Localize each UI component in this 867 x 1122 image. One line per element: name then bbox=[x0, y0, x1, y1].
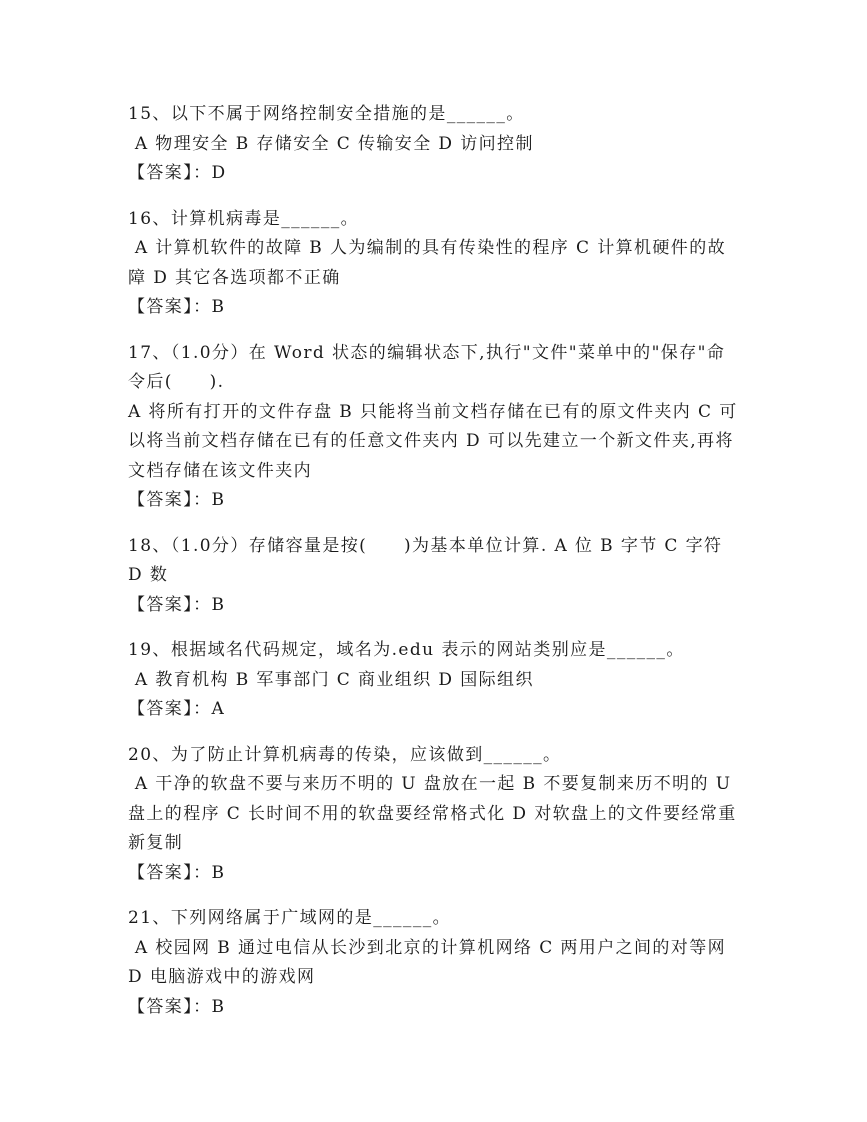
question-16 bbox=[128, 205, 739, 323]
question-answer: 【答案】：B bbox=[128, 297, 226, 317]
question-stem: 16、计算机病毒是______。 bbox=[128, 208, 360, 229]
question-19 bbox=[128, 636, 739, 725]
question-17 bbox=[128, 339, 739, 516]
question-options: A 干净的软盘不要与来历不明的 U 盘放在一起 B 不要复制来历不明的 U 盘上的程序 C 长时间不用的软盘要经常格式化 D 对软盘上的文件要经常重新复制 bbox=[128, 774, 739, 853]
question-stem: 18、（1.0分）存储容量是按( )为基本单位计算. A 位 B 字节 C 字符 D 数 bbox=[128, 535, 730, 585]
question-stem: 17、（1.0分）在 Word 状态的编辑状态下,执行"文件"菜单中的"保存"命令后( ). bbox=[128, 342, 726, 392]
question-stem: 20、为了防止计算机病毒的传染，应该做到______。 bbox=[128, 744, 562, 765]
question-options: A 教育机构 B 军事部门 C 商业组织 D 国际组织 bbox=[128, 669, 534, 690]
question-options: A 计算机软件的故障 B 人为编制的具有传染性的程序 C 计算机硬件的故障 D 其它各选项都不正确 bbox=[128, 238, 727, 288]
question-answer: 【答案】：D bbox=[128, 163, 227, 183]
question-answer: 【答案】：B bbox=[128, 862, 226, 883]
question-stem: 21、下列网络属于广域网的是______。 bbox=[128, 908, 452, 928]
question-options: A 校园网 B 通过电信从长沙到北京的计算机网络 C 两用户之间的对等网 D 电脑游戏中的游戏网 bbox=[128, 937, 733, 987]
question-answer: 【答案】：B bbox=[128, 594, 226, 615]
question-20 bbox=[128, 741, 739, 889]
question-options: A 物理安全 B 存储安全 C 传输安全 D 访问控制 bbox=[128, 133, 534, 154]
question-answer: 【答案】：B bbox=[128, 996, 226, 1017]
question-answer: 【答案】：A bbox=[128, 699, 226, 719]
question-stem: 19、根据域名代码规定，域名为.edu 表示的网站类别应是______。 bbox=[128, 640, 685, 660]
question-18 bbox=[128, 532, 739, 621]
question-options: A 将所有打开的文件存盘 B 只能将当前文档存储在已有的原文件夹内 C 可以将当前文档存储在已有的任意文件夹内 D 可以先建立一个新文件夹,再将文档存储在该文件夹内 bbox=[128, 401, 738, 481]
question-15 bbox=[128, 100, 739, 189]
question-answer: 【答案】：B bbox=[128, 490, 226, 510]
question-stem: 15、以下不属于网络控制安全措施的是______。 bbox=[128, 104, 525, 124]
question-21 bbox=[128, 904, 739, 1022]
